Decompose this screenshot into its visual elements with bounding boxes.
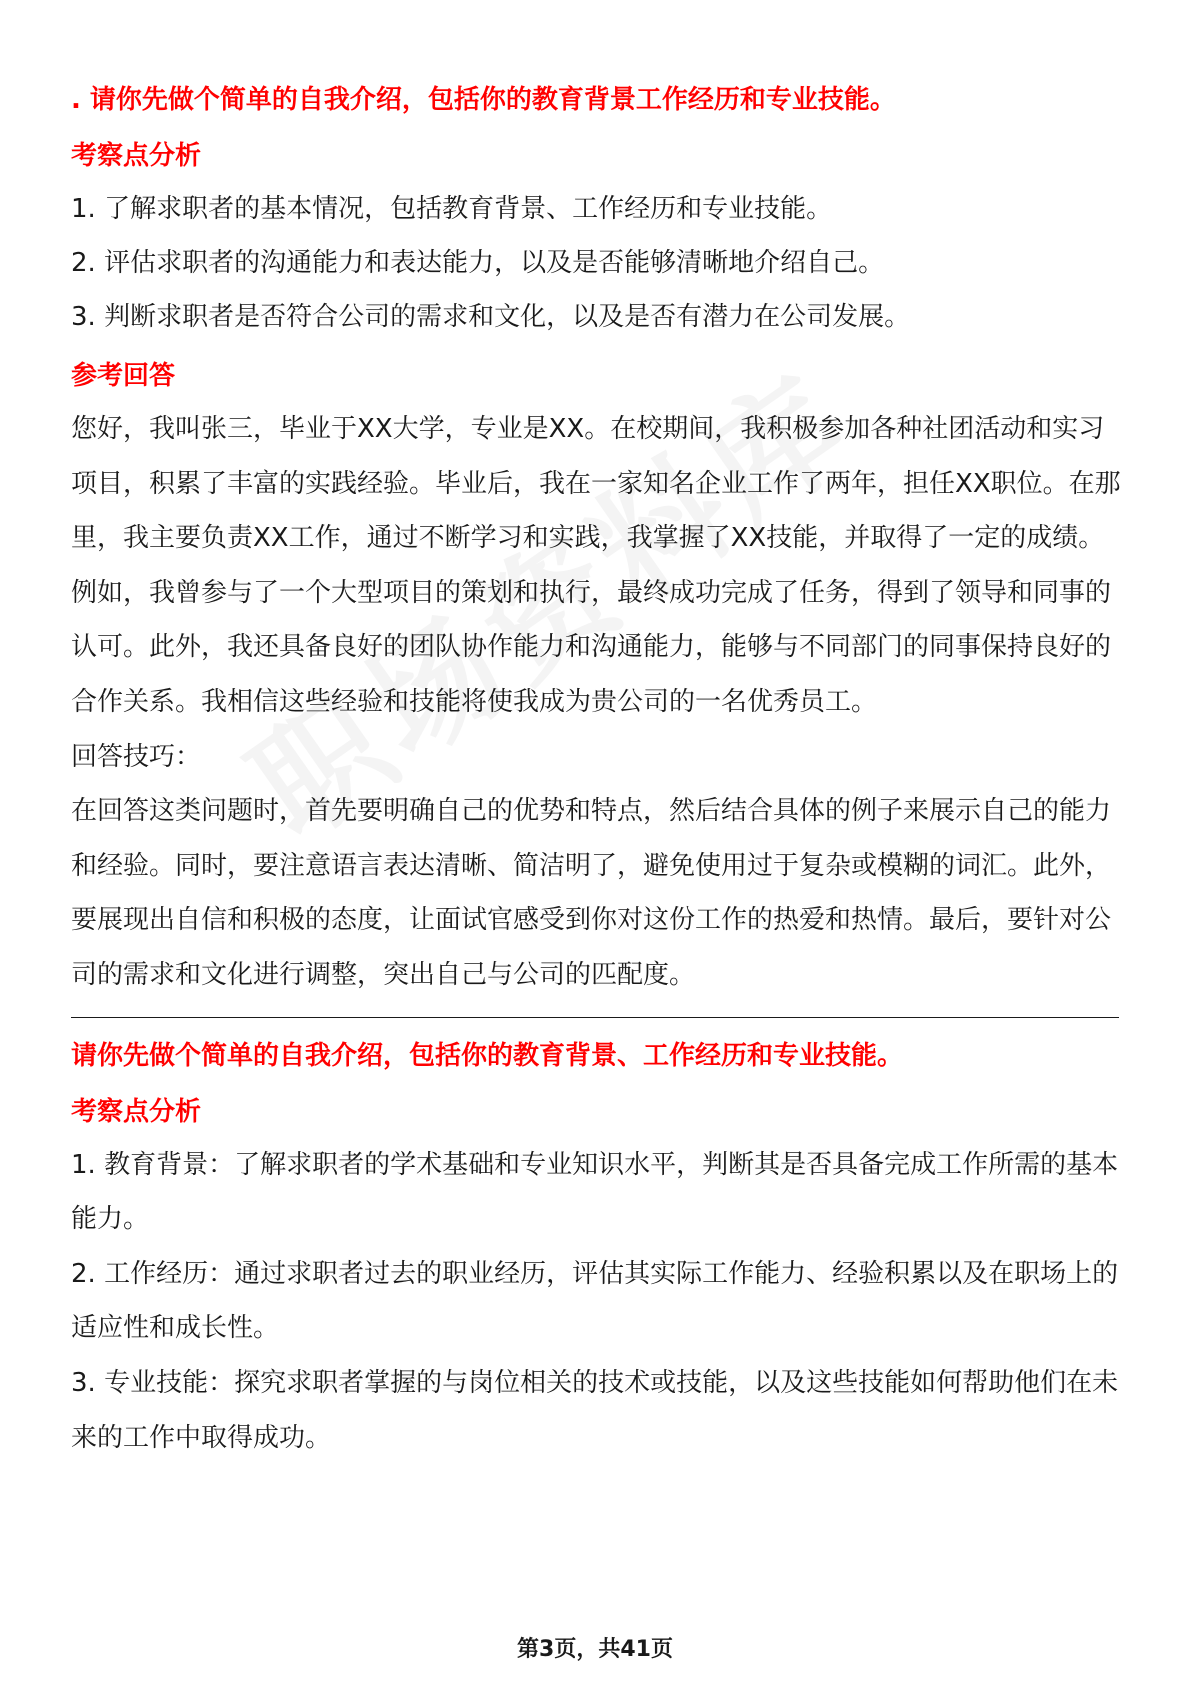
document-page [71,82,1121,1465]
tips-heading: 回答技巧： [71,741,202,772]
analysis-list-1 [71,182,1121,344]
question-title-2: 请你先做个简单的自我介绍，包括你的教育背景、工作经历和专业技能。 [71,1040,904,1071]
analysis-heading-2: 考察点分析 [71,1096,202,1127]
analysis-item: 1. 教育背景：了解求职者的学术基础和专业知识水平，判断其是否具备完成工作所需的基本能力。 [71,1149,1119,1235]
analysis-item: 2. 工作经历：通过求职者过去的职业经历，评估其实际工作能力、经验积累以及在职场上的适应性和成长性。 [71,1258,1119,1344]
answer-heading: 参考回答 [71,361,176,391]
analysis-item: 2. 评估求职者的沟通能力和表达能力，以及是否能够清晰地介绍自己。 [71,248,885,278]
answer-text: 您好，我叫张三，毕业于XX大学，专业是XX。在校期间，我积极参加各种社团活动和实习项目，积累了丰富的实践经验。毕业后，我在一家知名企业工作了两年，担任XX职位。在那里，我主要负责XX工作，通过不断学习和实践，我掌握了XX技能，并取得了一定的成绩。例如，我曾参与了一个大型项目的策划和执行，最终成功完成了任务，得到了领导和同事的认可。此外，我还具备良好的团队协作能力和沟通能力，能够与不同部门的同事保持良好的合作关系。我相信这些经验和技能将使我成为贵公司的一名优秀员工。 [71,414,1121,717]
analysis-item: 3. 判断求职者是否符合公司的需求和文化，以及是否有潜力在公司发展。 [71,302,911,332]
analysis-heading-1: 考察点分析 [71,141,202,171]
question-title-1: . 请你先做个简单的自我介绍，包括你的教育背景工作经历和专业技能。 [71,85,896,115]
page-number: 第3页，共41页 [517,1637,673,1662]
analysis-item: 3. 专业技能：探究求职者掌握的与岗位相关的技术或技能，以及这些技能如何帮助他们在未来的工作中取得成功。 [71,1367,1119,1453]
analysis-list-2 [71,1138,1121,1466]
section-divider [71,1017,1119,1018]
analysis-item: 1. 了解求职者的基本情况，包括教育背景、工作经历和专业技能。 [71,194,833,224]
tips-text: 在回答这类问题时，首先要明确自己的优势和特点，然后结合具体的例子来展示自己的能力和经验。同时，要注意语言表达清晰、简洁明了，避免使用过于复杂或模糊的词汇。此外，要展现出自信和积极的态度，让面试官感受到你对这份工作的热爱和热情。最后，要针对公司的需求和文化进行调整，突出自己与公司的匹配度。 [71,796,1112,990]
